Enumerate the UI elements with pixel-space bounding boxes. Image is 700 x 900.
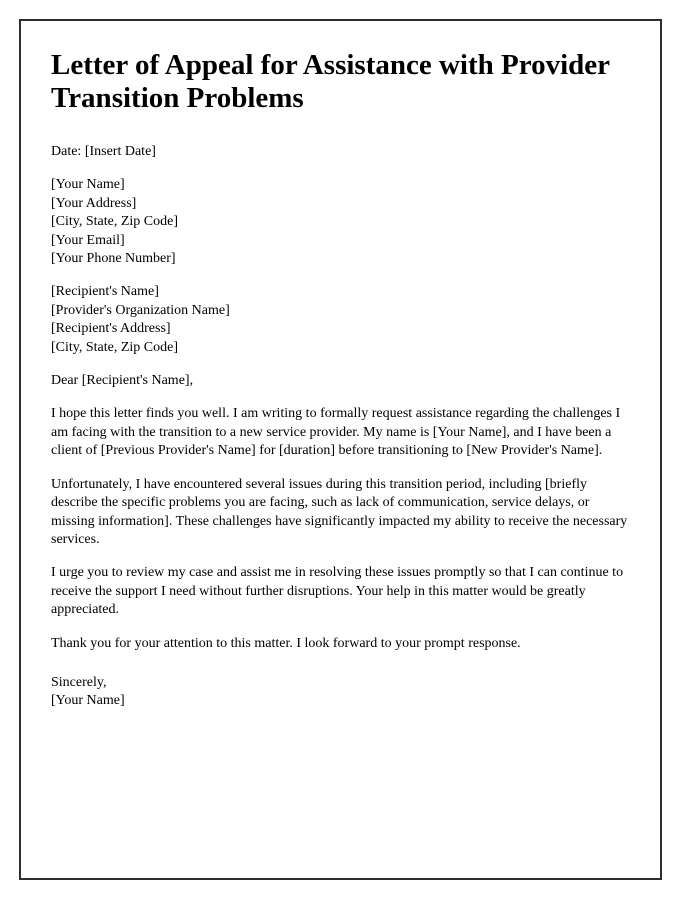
- sender-city-state-zip: [City, State, Zip Code]: [51, 214, 179, 230]
- letter-title: Letter of Appeal for Assistance with Provider Transition Problems: [51, 49, 610, 114]
- date-line: Date: [Insert Date]: [51, 144, 156, 159]
- closing-block: [51, 674, 628, 711]
- body-paragraph-3: I urge you to review my case and assist me in resolving these issues promptly so that I can continue to receive the support I need without further disruptions. Your help in this matter would be greatly appreciated.: [51, 565, 624, 618]
- sender-name: [Your Name]: [51, 177, 125, 193]
- closing-salutation: Sincerely,: [51, 674, 107, 690]
- recipient-name: [Recipient's Name]: [51, 284, 159, 300]
- body-paragraph-2: Unfortunately, I have encountered several issues during this transition period, including [briefly describe the specific problems you are facing, such as lack of communication, service delays, or missing information]. These challenges have significantly impacted my ability to receive the necessary services.: [51, 476, 628, 547]
- sender-address: [Your Address]: [51, 195, 137, 211]
- recipient-organization: [Provider's Organization Name]: [51, 302, 230, 318]
- sender-address-block: [51, 176, 628, 268]
- signature-placeholder: [Your Name]: [51, 693, 125, 709]
- salutation: Dear [Recipient's Name],: [51, 373, 194, 389]
- recipient-address: [Recipient's Address]: [51, 321, 171, 337]
- sender-phone: [Your Phone Number]: [51, 251, 176, 267]
- recipient-address-block: [51, 283, 628, 357]
- recipient-city-state-zip: [City, State, Zip Code]: [51, 339, 179, 355]
- letter-page: [19, 19, 662, 880]
- sender-email: [Your Email]: [51, 232, 125, 248]
- body-paragraph-4: Thank you for your attention to this matter. I look forward to your prompt response.: [51, 635, 521, 651]
- body-paragraph-1: I hope this letter finds you well. I am writing to formally request assistance regarding the challenges I am facing with the transition to a new service provider. My name is [Your Name], and I have been a client of [Previous Provider's Name] for [duration] before transitioning to [New Provider's Name].: [51, 406, 621, 459]
